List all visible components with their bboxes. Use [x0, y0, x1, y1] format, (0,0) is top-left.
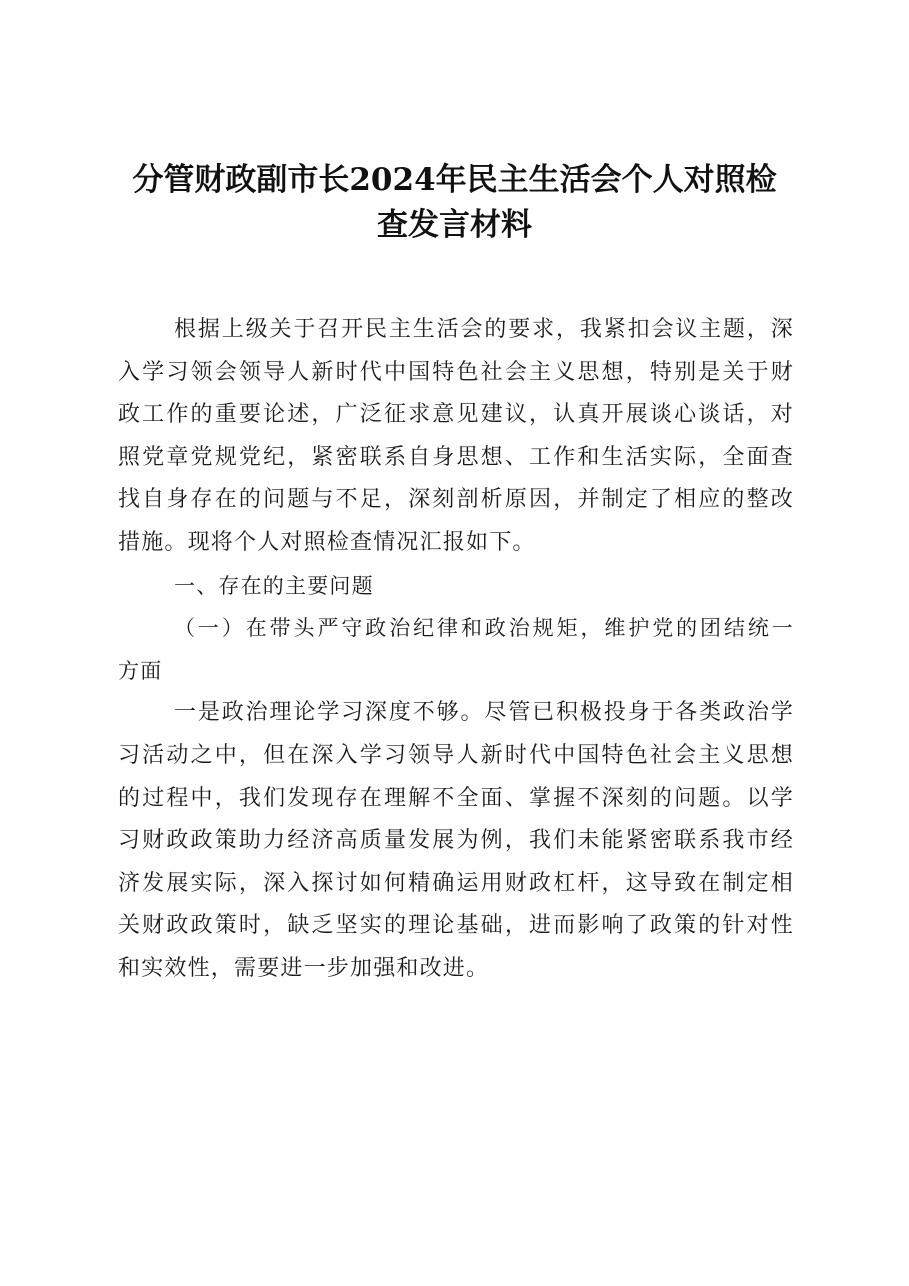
title-line: 分管财政副市长2024年民主生活会个人对照检 — [132, 162, 777, 198]
heading-line: 方面 — [118, 658, 163, 683]
paragraph-line: 习活动之中，但在深入学习领导人新时代中国特色社会主义思想 — [118, 742, 794, 768]
paragraph-line: 的过程中，我们发现存在理解不全面、掌握不深刻的问题。以学 — [118, 785, 794, 811]
paragraph-line: 习财政政策助力经济高质量发展为例，我们未能紧密联系我市经 — [118, 828, 794, 854]
document-body — [118, 309, 794, 991]
paragraph-line: 照党章党规党纪，紧密联系自身思想、工作和生活实际，全面查 — [118, 444, 794, 470]
paragraph-line: 关财政政策时，缺乏坚实的理论基础，进而影响了政策的针对性 — [118, 913, 794, 939]
section-heading — [118, 565, 794, 608]
paragraph-line: 入学习领会领导人新时代中国特色社会主义思想，特别是关于财 — [118, 359, 794, 385]
document-title — [100, 158, 809, 248]
heading-line: 一、存在的主要问题 — [174, 573, 374, 598]
paragraph-line: 和实效性，需要进一步加强和改进。 — [118, 955, 490, 981]
heading-line: （一）在带头严守政治纪律和政治规矩，维护党的团结统一 — [174, 616, 794, 641]
paragraph-line: 政工作的重要论述，广泛征求意见建议，认真开展谈心谈话，对 — [118, 402, 794, 428]
issue-paragraph — [118, 692, 794, 990]
paragraph-line: 一是政治理论学习深度不够。尽管已积极投身于各类政治学 — [174, 700, 794, 726]
paragraph-line: 根据上级关于召开民主生活会的要求，我紧扣会议主题，深 — [174, 317, 794, 342]
paragraph-line: 找自身存在的问题与不足，深刻剖析原因，并制定了相应的整改 — [118, 487, 794, 513]
intro-paragraph — [118, 309, 794, 565]
paragraph-line: 措施。现将个人对照检查情况汇报如下。 — [118, 529, 536, 555]
paragraph-line: 济发展实际，深入探讨如何精确运用财政杠杆，这导致在制定相 — [118, 870, 794, 896]
title-line: 查发言材料 — [377, 207, 532, 243]
subsection-heading — [118, 607, 794, 692]
